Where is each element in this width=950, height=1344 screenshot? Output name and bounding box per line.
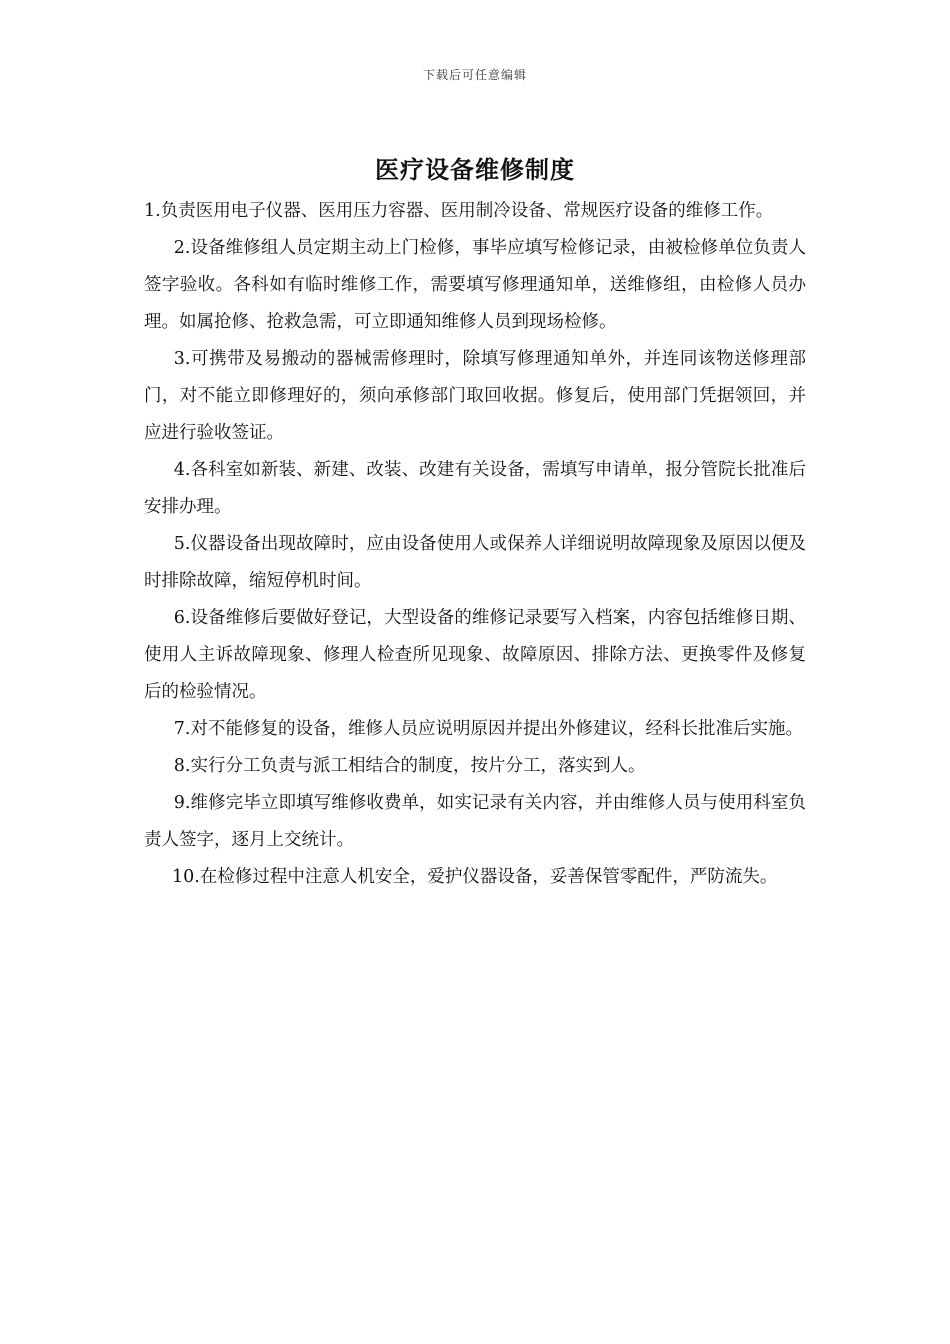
paragraph-6: 6.设备维修后要做好登记，大型设备的维修记录要写入档案，内容包括维修日期、使用人主诉故障现象、修理人检查所见现象、故障原因、排除方法、更换零件及修复后的检验情况。 xyxy=(144,608,806,702)
paragraph-4: 4.各科室如新装、新建、改装、改建有关设备，需填写申请单，报分管院长批准后安排办理。 xyxy=(144,460,806,517)
document-body xyxy=(144,193,806,896)
paragraph-9: 9.维修完毕立即填写维修收费单，如实记录有关内容，并由维修人员与使用科室负责人签字，逐月上交统计。 xyxy=(144,793,806,850)
paragraph-2: 2.设备维修组人员定期主动上门检修，事毕应填写检修记录，由被检修单位负责人签字验收。各科如有临时维修工作，需要填写修理通知单，送维修组，由检修人员办理。如属抢修、抢救急需，可立即通知维修人员到现场检修。 xyxy=(144,238,806,332)
paragraph-10: 10.在检修过程中注意人机安全，爱护仪器设备，妥善保管零配件，严防流失。 xyxy=(172,867,778,887)
document-title: 医疗设备维修制度 xyxy=(375,156,575,184)
header-note: 下载后可任意编辑 xyxy=(422,68,527,82)
paragraph-3: 3.可携带及易搬动的器械需修理时，除填写修理通知单外，并连同该物送修理部门，对不能立即修理好的，须向承修部门取回收据。修复后，使用部门凭据领回，并应进行验收签证。 xyxy=(144,349,806,443)
paragraph-7: 7.对不能修复的设备，维修人员应说明原因并提出外修建议，经科长批准后实施。 xyxy=(173,719,803,739)
paragraph-5: 5.仪器设备出现故障时，应由设备使用人或保养人详细说明故障现象及原因以便及时排除故障，缩短停机时间。 xyxy=(144,534,806,591)
paragraph-8: 8.实行分工负责与派工相结合的制度，按片分工，落实到人。 xyxy=(173,756,646,776)
paragraph-1: 1.负责医用电子仪器、医用压力容器、医用制冷设备、常规医疗设备的维修工作。 xyxy=(144,201,774,221)
